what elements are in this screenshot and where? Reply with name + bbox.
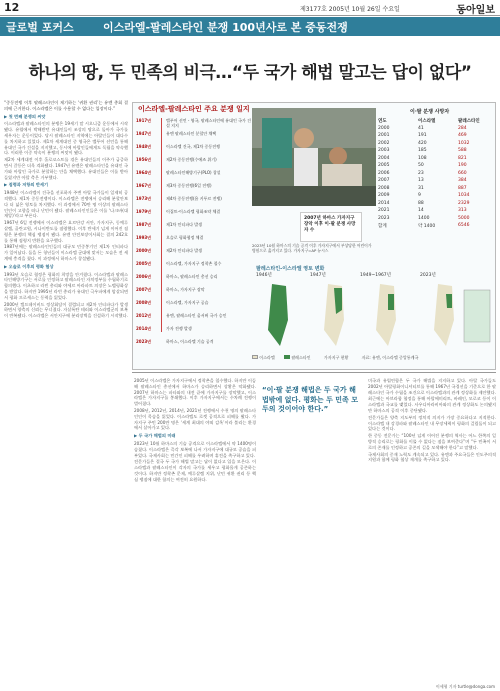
timeline-row xyxy=(136,300,254,313)
timeline-row xyxy=(136,287,254,300)
timeline-row xyxy=(136,261,254,274)
timeline-text: 오슬로 평화협정 체결 xyxy=(166,235,204,240)
timeline-row xyxy=(136,248,254,261)
timeline-row xyxy=(136,326,254,339)
table-cell-pal: 1034 xyxy=(458,193,470,198)
table-row xyxy=(378,163,492,171)
series-tag: 글로벌 포커스 xyxy=(6,21,74,34)
table-cell-israel: 14 xyxy=(418,208,424,213)
legend-source: 자료: 유엔, 이스라엘 중앙통계국 xyxy=(361,355,419,360)
col-year: 연도 xyxy=(378,119,387,124)
map-1949 xyxy=(376,284,396,346)
timeline-year: 1973년 xyxy=(136,196,151,201)
timeline-row xyxy=(136,183,254,196)
callout-box xyxy=(300,212,362,242)
masthead: 동아일보 xyxy=(456,5,495,16)
table-cell-israel: 23 xyxy=(418,170,424,176)
table-cell-israel: 185 xyxy=(418,148,427,153)
timeline-text: 제2차 인티파다 발생 xyxy=(166,248,202,253)
timeline-year: 1956년 xyxy=(136,157,151,162)
timeline-row xyxy=(136,339,254,352)
maps-title: 팔레스타인-이스라엘 영토 변화 xyxy=(256,266,325,272)
timeline-year: 2023년 xyxy=(136,339,151,344)
table-cell-year: 2023 xyxy=(378,215,390,221)
timeline-text: 하마스, 가자지구 장악 xyxy=(166,287,205,292)
table-cell-pal: 6546 xyxy=(458,223,470,228)
subhead-3: ▶ 오슬로 이후의 평화 협상 xyxy=(4,263,54,269)
timeline-year: 1948년 xyxy=(136,144,151,149)
timeline-row xyxy=(136,131,254,144)
table-cell-year: 2008 xyxy=(378,185,390,191)
timeline-text: 이스라엘 건국, 제1차 중동전쟁 xyxy=(166,144,220,149)
table-cell-pal: 469 xyxy=(458,133,467,138)
table-header xyxy=(378,118,492,126)
news-photo xyxy=(252,108,376,206)
subhead-1: ▶ 첫 번째 분쟁의 씨앗 xyxy=(4,113,46,119)
table-cell-israel: 9 xyxy=(418,193,421,198)
table-cell-year: 2002 xyxy=(378,140,390,146)
timeline-year: 1993년 xyxy=(136,235,151,240)
timeline-year: 1947년 xyxy=(136,131,151,136)
table-row xyxy=(378,201,492,209)
table-cell-pal: 384 xyxy=(458,178,467,183)
map-1949-westbank xyxy=(388,294,394,310)
section-divider xyxy=(132,372,496,373)
timeline-text: 하마스, 팔레스타인 총선 승리 xyxy=(166,274,218,279)
timeline-text: 하마스, 이스라엘 기습 공격 xyxy=(166,339,214,344)
table-cell-year: 2001 xyxy=(378,133,390,138)
timeline-text: 이스라엘, 가자지구 정착촌 철수 xyxy=(166,261,222,266)
table-cell-israel: 191 xyxy=(418,133,427,138)
map-label-2023: 2023년 xyxy=(420,273,436,278)
timeline-text: 제4차 중동전쟁(욤 키푸르 전쟁) xyxy=(166,196,222,201)
legend-israel-swatch xyxy=(252,355,258,359)
article-lead: “중동전쟁 이후 팔레스타인이 제기하는 ‘귀환 권리’는 유엔 총회 결의에 근거한다. 이스라엘은 이를 수용할 수 없다는 입장이다.” xyxy=(4,100,128,111)
table-cell-israel: 31 xyxy=(418,185,424,191)
timeline-year: 2008년 xyxy=(136,300,151,305)
table-cell-pal: 5000 xyxy=(458,215,470,221)
map-legend xyxy=(252,355,492,361)
timeline-year: 1987년 xyxy=(136,222,151,227)
series-title: 이스라엘-팔레스타인 분쟁 100년사로 본 중동전쟁 xyxy=(103,21,348,34)
timeline-row xyxy=(136,274,254,287)
byline: 이세형 기자 turtle@donga.com xyxy=(435,684,495,689)
table-cell-israel: 108 xyxy=(418,155,427,161)
table-cell-israel: 88 xyxy=(418,200,424,206)
table-cell-israel: 41 xyxy=(418,125,424,131)
timeline-year: 2000년 xyxy=(136,248,151,253)
map-label-1947: 1947년 xyxy=(310,273,326,278)
series-banner xyxy=(0,17,500,36)
timeline-year: 1964년 xyxy=(136,170,151,175)
legend-palestine: 팔레스타인 xyxy=(291,355,311,360)
map-2023-westbank xyxy=(446,294,452,308)
page-number: 12 xyxy=(4,1,20,14)
timeline-row xyxy=(136,196,254,209)
table-cell-israel: 1400 xyxy=(418,215,430,221)
col-israel: 이스라엘 xyxy=(418,119,436,124)
article-column-1: “중동전쟁 이후 팔레스타인이 제기하는 ‘귀환 권리’는 유엔 총회 결의에 근거한다. 이스라엘은 이를 수용할 수 없다는 입장이다.” ▶ 첫 번째 분쟁의 씨앗 이스라엘과 팔레스타인의 분쟁은 19세기 말 시오니즘 운동에서 시작됐다. 유럽에서 박해받던 유대인들이 조상의 땅으로 돌아가 국가를 세우자는 운동이었다. 당시 팔레스타인 지역에는 아랍인들이 대다수를 차지하고 있었다. 제1차 세계대전 중 영국은 밸푸어 선언을 통해 유대인 국가 건설을 지지했고, 동시에 아랍인들에게도 독립을 약속했다. 이러한 이중 약속이 분쟁의 씨앗이 됐다. 제2차 세계대전 이후 홀로코스트를 겪은 유대인들의 이주가 급증하면서 갈등은 더욱 격화됐다. 1947년 유엔은 팔레스타인을 유대인 국가와 아랍인 국가로 분할하는 안을 채택했다. 유대인들은 이를 받아들였지만 아랍 측은 거부했다. ▶ 점령과 저항의 반세기 1948년 이스라엘이 건국을 선포하자 주변 아랍 국가들이 일제히 공격했다. 제1차 중동전쟁이다. 이스라엘은 전쟁에서 승리해 분할안보다 더 넓은 영토를 차지했다. 이 과정에서 70만 명 이상의 팔레스타인인이 고향을 떠나 난민이 됐다. 팔레스타인인들은 이를 ‘나크바(대재앙)’라고 부른다. 1967년 6일 전쟁에서 이스라엘은 요르단강 서안, 가자지구, 동예루살렘, 골란고원, 시나이반도를 점령했다. 이후 반세기 넘게 이어진 점령은 분쟁의 핵심 쟁점이 됐다. 유엔 안전보장이사회는 결의 242호를 통해 점령지 반환을 요구했다. 1987년에는 팔레스타인인들의 대규모 민중봉기인 제1차 인티파다가 일어났다. 돌을 든 청년들이 이스라엘 군대에 맞서는 모습은 전 세계에 충격을 줬다. 이 과정에서 하마스가 창설됐다. ▶ 오슬로 이후의 평화 협상 1993년 오슬로 협정은 평화의 희망을 안겨줬다. 이스라엘과 팔레스타인해방기구는 서로를 인정하고 팔레스타인 자치정부를 수립하기로 합의했다. 이츠하크 라빈 총리와 야세르 아라파트 의장은 노벨평화상을 받았다. 하지만 1995년 라빈 총리가 유대인 극우파에게 암살되면서 평화 프로세스는 동력을 잃었다. 2000년 캠프데이비드 정상회담이 결렬되고 제2차 인티파다가 발생하면서 양측의 신뢰는 무너졌다. 자살폭탄 테러와 이스라엘군의 보복이 반복됐다. 이스라엘은 서안지구에 분리장벽을 건설하기 시작했다. xyxy=(4,100,128,319)
table-cell-year: 2005 xyxy=(378,163,390,168)
legend-israel: 이스라엘 xyxy=(259,355,275,360)
table-cell-israel: 50 xyxy=(418,163,424,168)
table-cell-year: 2007 xyxy=(378,178,390,183)
timeline-row xyxy=(136,118,254,131)
timeline-row xyxy=(136,144,254,157)
gaza-title: 가자지구 현황 xyxy=(323,355,349,360)
timeline-text: 이집트-이스라엘 평화조약 체결 xyxy=(166,209,221,214)
timeline-row xyxy=(136,170,254,183)
timeline-year: 2006년 xyxy=(136,274,151,279)
table-cell-pal: 2329 xyxy=(458,200,470,206)
timeline-text: 유엔, 팔레스타인 옵서버 국가 승인 xyxy=(166,313,227,318)
table-cell-pal: 313 xyxy=(458,208,467,213)
table-cell-pal: 887 xyxy=(458,185,467,191)
timeline-year: 2014년 xyxy=(136,326,151,331)
table-cell-pal: 1032 xyxy=(458,140,470,146)
table-cell-pal: 588 xyxy=(458,148,467,153)
timeline-year: 1967년 xyxy=(136,183,151,188)
timeline-title: 이스라엘-팔레스타인 주요 분쟁 일지 xyxy=(138,105,250,113)
pull-quote: “이·팔 분쟁 해법은 두 국가 해법밖에 없다. 평화는 두 민족 모두의 것이어야 한다.” xyxy=(262,386,358,413)
timeline-year: 1979년 xyxy=(136,209,151,214)
timeline-text: 유엔 팔레스타인 분할안 채택 xyxy=(166,131,217,136)
timeline-row xyxy=(136,157,254,170)
map-label-1949: 1949~1967년 xyxy=(360,273,392,278)
table-cell-pal: 190 xyxy=(458,163,467,168)
headline: 하나의 땅, 두 민족의 비극…“두 국가 해법 말고는 답이 없다” xyxy=(28,63,472,83)
casualty-table-title: 이·팔 분쟁 사망자 xyxy=(410,109,450,115)
map-label-1946: 1946년 xyxy=(256,273,272,278)
photo-illustration xyxy=(252,108,376,206)
table-row xyxy=(378,156,492,164)
table-cell-year: 2003 xyxy=(378,148,390,153)
table-cell-israel: 약 1400 xyxy=(418,224,436,229)
table-row xyxy=(378,186,492,194)
maps-svg xyxy=(252,280,492,352)
col-palestine: 팔레스타인 xyxy=(458,119,480,124)
map-2023 xyxy=(434,284,454,346)
territory-maps xyxy=(252,272,492,352)
article-column-3: 미국과 유럽연합은 두 국가 해법을 지지하고 있다. 아랍 국가들도 2002년 아랍평화이니셔티브를 통해 1967년 국경선을 기준으로 한 팔레스타인 국가 수립을 조건으로 이스라엘과의 관계 정상화를 제안했다. 최근에는 아브라함 협정을 통해 아랍에미리트, 바레인, 모로코 등이 이스라엘과 국교를 맺었다. 사우디아라비아와의 관계 정상화도 논의됐지만 하마스의 공격 이후 중단됐다. 전문가들은 양측 지도부의 정치적 의지가 가장 중요하다고 지적한다. 이스라엘 내 강경파와 팔레스타인 내 무장세력이 평화의 걸림돌이 되고 있다는 것이다. 한 중동 전문가는 “100년 넘게 이어진 분쟁의 역사는 어느 한쪽의 일방적 승리로는 평화를 이룰 수 없다는 점을 보여준다”며 “두 민족이 서로의 존재를 인정하고 공존의 길을 모색해야 한다”고 말했다. 국제사회의 중재 노력도 계속되고 있다. 유엔과 주요국들은 인도주의적 지원과 함께 평화 협상 재개를 촉구하고 있다. xyxy=(368,378,496,463)
casualty-table xyxy=(378,118,492,231)
top-bar xyxy=(0,0,500,16)
timeline-year: 2007년 xyxy=(136,287,151,292)
gaza-inset xyxy=(464,290,490,342)
timeline xyxy=(136,118,254,352)
timeline-row xyxy=(136,209,254,222)
article-column-2: 2005년 이스라엘은 가자지구에서 정착촌을 철수했다. 하지만 이듬해 팔레스타인 총선에서 하마스가 승리하면서 상황은 악화됐다. 2007년 하마스는 파타와의 내전 끝에 가자지구를 장악했고, 이스라엘은 가자지구를 봉쇄했다. 이후 가자지구에서는 수차례 전쟁이 벌어졌다. 2008년, 2012년, 2014년, 2021년 전쟁에서 수천 명의 팔레스타인인이 목숨을 잃었다. 이스라엘도 로켓 공격으로 피해를 봤다. 가자지구 주민 200만 명은 ‘세계 최대의 야외 감옥’이라 불리는 환경에서 살아가고 있다. ▶ 두 국가 해법의 미래 2023년 10월 하마스의 기습 공격으로 이스라엘에서 약 1400명이 숨졌다. 이스라엘은 즉각 보복에 나서 가자지구에 대규모 공습을 퍼부었다. 국제사회는 민간인 피해를 우려하며 휴전을 촉구하고 있다. 전문가들은 결국 두 국가 해법 말고는 답이 없다고 입을 모은다. 이스라엘과 팔레스타인이 각자의 국가를 세우고 평화롭게 공존하는 것이다. 하지만 정착촌 문제, 예루살렘 지위, 난민 귀환 권리 등 핵심 쟁점에 대한 합의는 여전히 요원하다. xyxy=(134,378,256,482)
table-cell-pal: 660 xyxy=(458,170,467,176)
table-row xyxy=(378,193,492,201)
timeline-text: 제1차 인티파다 발생 xyxy=(166,222,202,227)
subhead-2: ▶ 점령과 저항의 반세기 xyxy=(4,182,49,188)
table-cell-pal: 284 xyxy=(458,125,467,131)
timeline-text: 가자 전쟁 발생 xyxy=(166,326,192,331)
table-cell-year: 2014 xyxy=(378,200,390,206)
table-cell-israel: 420 xyxy=(418,140,427,146)
timeline-row xyxy=(136,235,254,248)
table-cell-year: 2021 xyxy=(378,208,390,213)
table-row xyxy=(378,133,492,141)
photo-caption: 2023년 10월 하마스의 기습 공격 이후 가자지구에서 부상당한 어린이가 병원으로 옮겨지고 있다. 가자지구=AP 뉴시스 xyxy=(252,243,372,253)
legend-pal-swatch xyxy=(284,355,290,359)
table-row xyxy=(378,178,492,186)
timeline-text: 이스라엘, 가자지구 공습 xyxy=(166,300,209,305)
table-cell-israel: 13 xyxy=(418,178,424,183)
table-cell-year: 2006 xyxy=(378,170,390,176)
table-row xyxy=(378,148,492,156)
timeline-text: 밸푸어 선언 - 영국, 팔레스타인에 유대인 국가 건설 지지 xyxy=(166,118,252,128)
timeline-year: 2005년 xyxy=(136,261,151,266)
timeline-text: 제3차 중동전쟁(6일 전쟁) xyxy=(166,183,212,188)
callout-text: 2007년 하마스 가자지구 장악 이후 이·팔 분쟁 사망자 수 xyxy=(304,216,356,233)
table-row xyxy=(378,171,492,179)
map-1946 xyxy=(268,284,288,346)
timeline-row xyxy=(136,313,254,326)
issue-info: 제3177호 2005년 10월 26일 수요일 xyxy=(300,6,400,13)
table-cell-pal: 821 xyxy=(458,155,467,161)
timeline-year: 2012년 xyxy=(136,313,151,318)
timeline-year: 1917년 xyxy=(136,118,151,123)
timeline-text: 제2차 중동전쟁(수에즈 위기) xyxy=(166,157,217,162)
table-cell-year: 2000 xyxy=(378,125,390,131)
table-row xyxy=(378,216,492,224)
subhead-4: ▶ 두 국가 해법의 미래 xyxy=(134,433,176,439)
table-cell-year: 2009 xyxy=(378,193,390,198)
table-row xyxy=(378,208,492,216)
table-cell-year: 합계 xyxy=(378,224,387,229)
timeline-row xyxy=(136,222,254,235)
table-row xyxy=(378,223,492,231)
timeline-text: 팔레스타인해방기구(PLO) 창설 xyxy=(166,170,221,175)
table-row xyxy=(378,126,492,134)
table-row xyxy=(378,141,492,149)
table-cell-year: 2004 xyxy=(378,155,390,161)
